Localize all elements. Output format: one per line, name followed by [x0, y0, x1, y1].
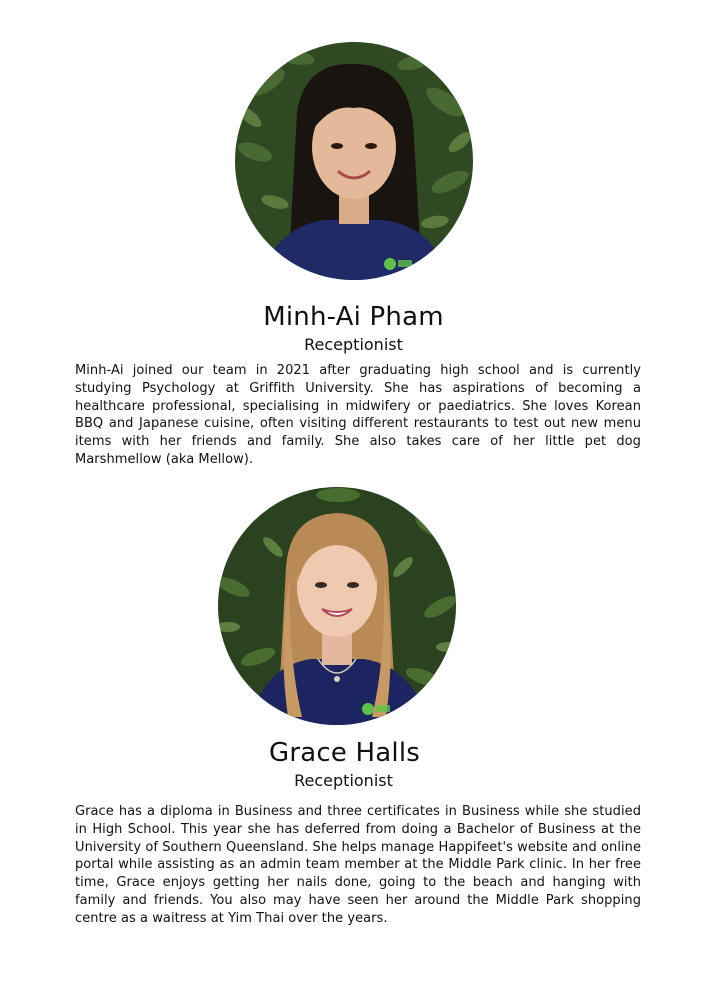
- staff-name: Grace Halls: [268, 738, 420, 768]
- staff-name: Minh-Ai Pham: [263, 302, 444, 332]
- staff-photo: [218, 487, 456, 725]
- staff-bio: Minh-Ai joined our team in 2021 after graduating high school and is currently studying Psychology at Griffith University. She has aspirations of becoming a healthcare professional, specialising in midwifery or paediatrics. She loves Korean BBQ and Japanese cuisine, often visiting different restaurants to test out new menu items with her friends and family. She also takes care of her little pet dog Marshmellow (aka Mellow).: [75, 363, 641, 467]
- staff-photo: [235, 42, 473, 280]
- staff-role: Receptionist: [294, 771, 393, 790]
- staff-role: Receptionist: [304, 335, 403, 354]
- staff-bio: Grace has a diploma in Business and three certificates in Business while she studied in High School. This year she has deferred from doing a Bachelor of Business at the University of Southern Queensland. She helps manage Happifeet's website and online portal while assisting as an admin team member at the Middle Park clinic. In her free time, Grace enjoys getting her nails done, going to the beach and hanging with family and friends. You also may have seen her around the Middle Park shopping centre as a waitress at Yim Thai over the years.: [75, 804, 641, 926]
